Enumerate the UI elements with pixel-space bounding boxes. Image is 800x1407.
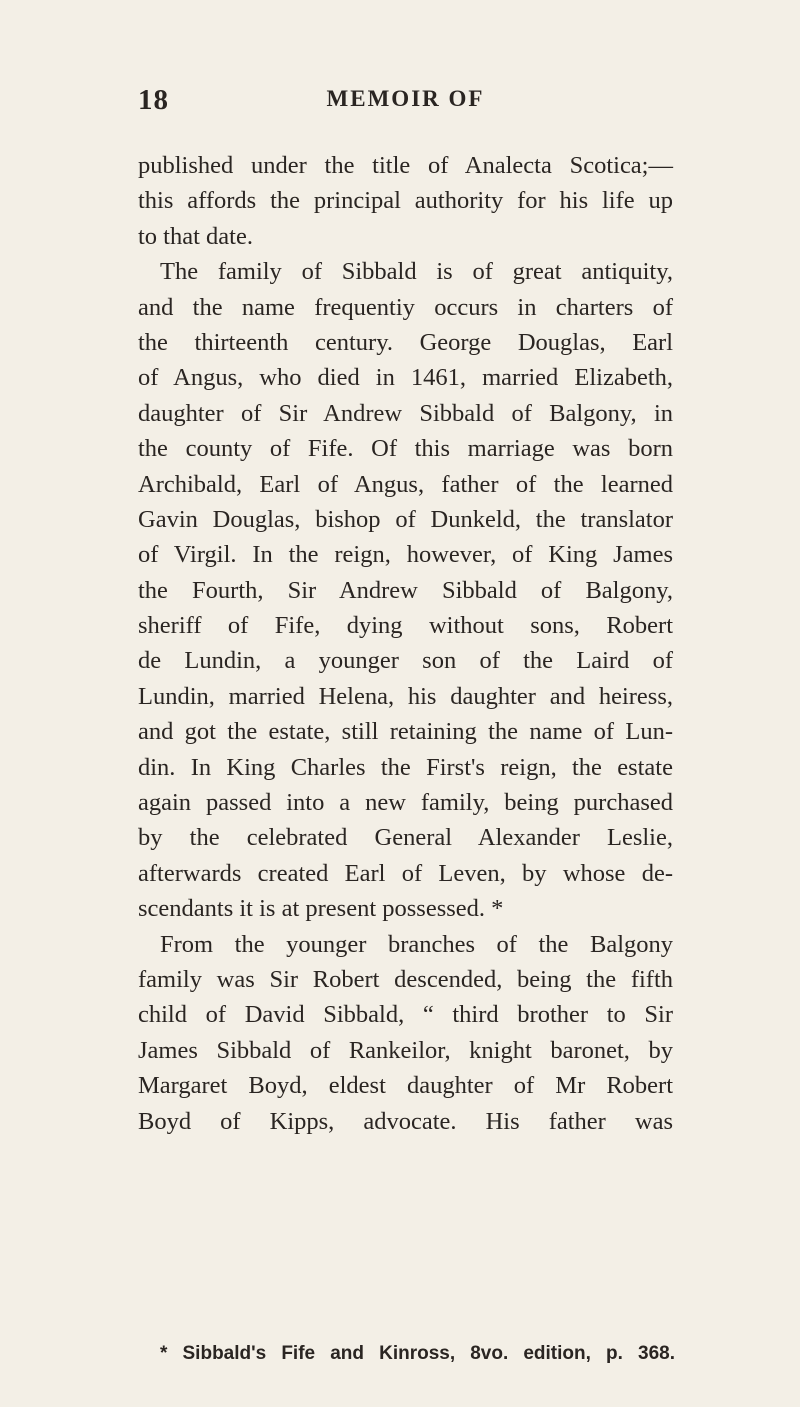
text-line: James Sibbald of Rankeilor, knight baronet, by [138,1036,673,1064]
text-line: The family of Sibbald is of great antiquity, [160,258,673,286]
text-line: Archibald, Earl of Angus, father of the learned [138,470,673,498]
text-line: the Fourth, Sir Andrew Sibbald of Balgony, [138,576,673,604]
text-line: de Lundin, a younger son of the Laird of [138,647,673,675]
text-line: and got the estate, still retaining the name of Lun- [138,718,673,746]
text-line: sheriff of Fife, dying without sons, Robert [138,612,673,640]
text-line: of Virgil. In the reign, however, of King James [138,541,673,569]
text-line: this affords the principal authority for his life up [138,187,673,215]
text-line: again passed into a new family, being purchased [138,789,673,817]
text-line: From the younger branches of the Balgony [160,930,673,958]
text-line: and the name frequentiy occurs in charters of [138,293,673,321]
text-line: the county of Fife. Of this marriage was born [138,435,673,463]
text-line: Gavin Douglas, bishop of Dunkeld, the translator [138,505,673,533]
text-line: the thirteenth century. George Douglas, Earl [138,328,673,356]
text-line: afterwards created Earl of Leven, by whose de- [138,859,673,887]
text-line: Boyd of Kipps, advocate. His father was [138,1107,673,1135]
text-line: published under the title of Analecta Scotica;— [138,152,673,179]
text-line: child of David Sibbald, “ third brother to Sir [138,1001,673,1029]
running-head [138,84,673,124]
text-line: scendants it is at present possessed. * [138,895,504,923]
text-line: to that date. [138,222,253,250]
text-line: daughter of Sir Andrew Sibbald of Balgony, in [138,399,673,427]
page-number: 18 [138,84,169,116]
text-line: family was Sir Robert descended, being the fifth [138,965,673,993]
text-line: Margaret Boyd, eldest daughter of Mr Robert [138,1072,673,1100]
running-title: MEMOIR OF [326,86,485,111]
text-line: Lundin, married Helena, his daughter and heiress, [138,682,673,710]
footnote: * Sibbald's Fife and Kinross, 8vo. edition, p. 368. [160,1343,675,1364]
text-line: of Angus, who died in 1461, married Elizabeth, [138,364,673,392]
text-line: by the celebrated General Alexander Leslie, [138,824,673,852]
text-line: din. In King Charles the First's reign, the estate [138,753,673,781]
body-text [138,148,673,1139]
